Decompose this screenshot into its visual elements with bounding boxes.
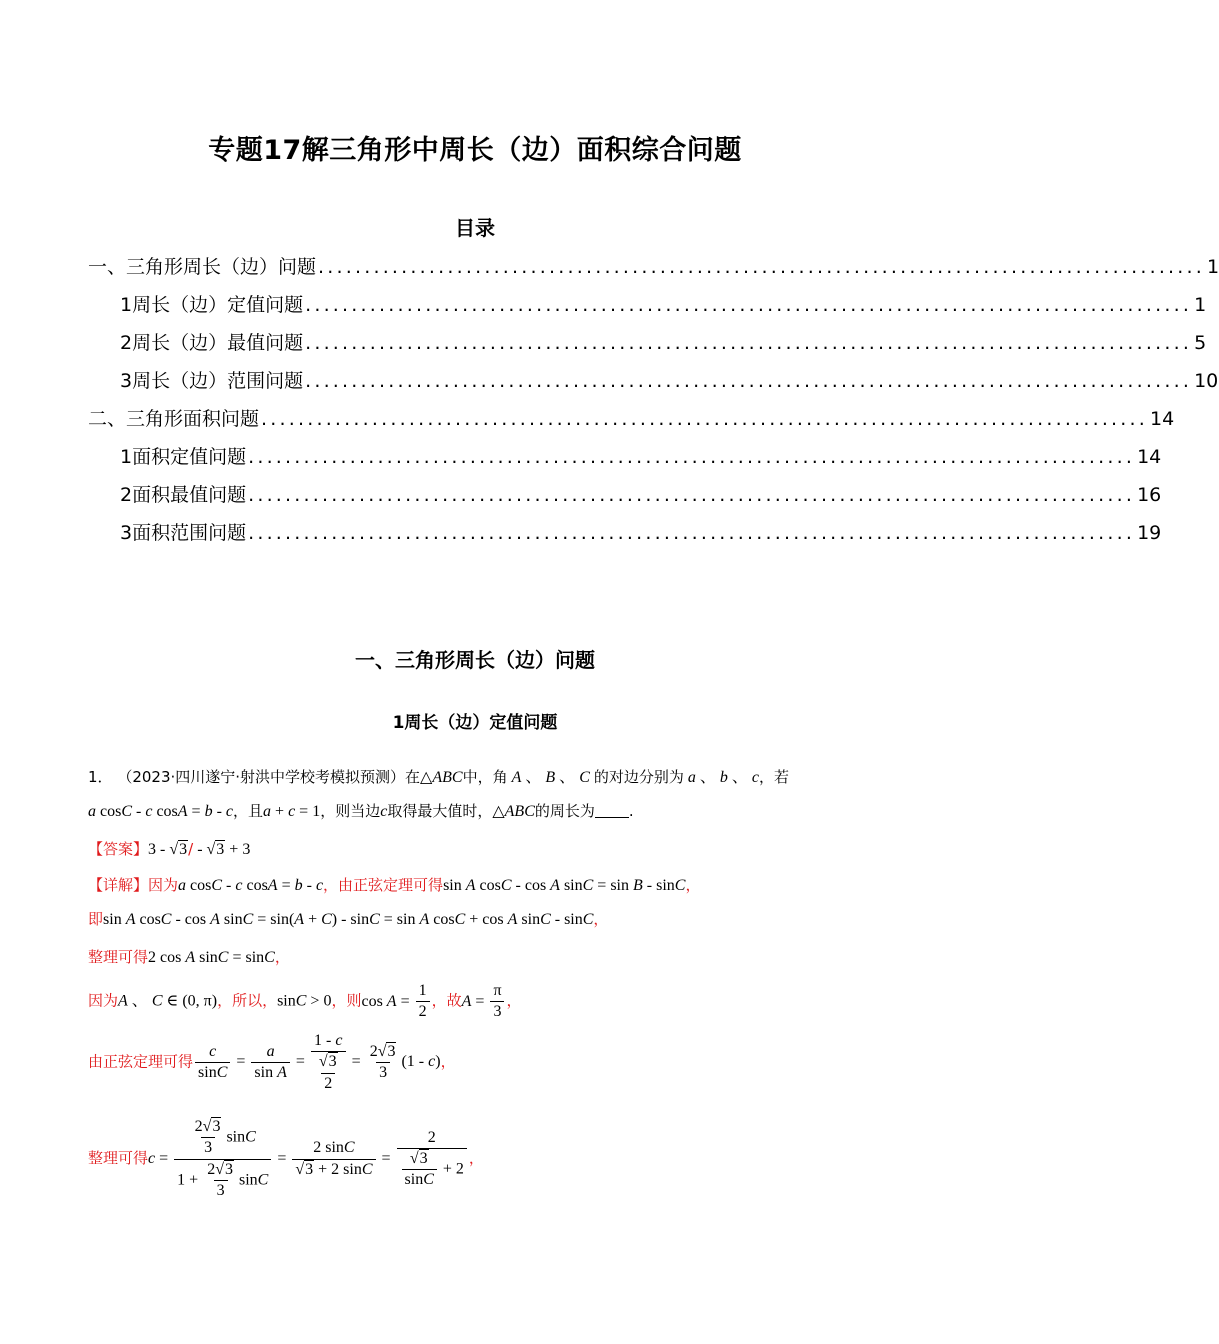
toc-item-page: 14 <box>1137 446 1162 468</box>
toc-item-label: 一、三角形周长（边）问题 <box>88 256 317 278</box>
toc-item-page: 14 <box>1150 408 1175 430</box>
math-expr: sin A cosC - cos A sinC = sin B - sinC <box>443 877 686 894</box>
toc-leader-dots: ................................................................................................ <box>305 332 1193 354</box>
toc-item[interactable] <box>120 366 1219 394</box>
toc-item[interactable] <box>120 518 1162 546</box>
solution-line-2: 即sin A cosC - cos A sinC = sin(A + C) - sinC = sin A cosC + cos A sinC - sinC， <box>88 910 609 928</box>
math-expr: $\frac{c}{\sin C}$ = $\frac{a}{\text{sin A}}$ = $\frac{1 - c}{\frac{√3}{2}}$ = $\frac{2√3}{3}$ (1 - c) <box>193 1053 441 1070</box>
answer-separator: / <box>188 840 194 858</box>
math-expr: A = $\frac{\pi}{3}$ <box>462 993 507 1010</box>
toc-item[interactable] <box>120 442 1162 470</box>
toc-item-page: 10 <box>1194 370 1219 392</box>
math-condition-2: a + c = 1 <box>263 803 321 820</box>
answer-label: 【答案】 <box>88 840 149 858</box>
problem-text: 的对边分别为 <box>593 768 684 786</box>
solution-text: ，所以， <box>217 991 278 1010</box>
math-expr: a cosC - c cosA = b - c <box>178 877 324 894</box>
section-heading: 一、三角形周长（边）问题 <box>355 648 595 672</box>
problem-line-1 <box>88 764 789 787</box>
toc-leader-dots: ................................................................................................ <box>261 408 1149 430</box>
solution-text: ，则 <box>331 991 362 1010</box>
problem-line-2: a cosC - c cosA = b - c，且a + c = 1，则当边c取得最大值时，△ABC的周长为 . <box>88 802 634 820</box>
toc-item-label: 1面积定值问题 <box>120 446 247 468</box>
problem-text: ，且 <box>233 802 264 820</box>
toc-item-label: 二、三角形面积问题 <box>88 408 260 430</box>
math-sides: a 、 b 、 c <box>687 769 760 786</box>
solution-line-4: 因为A 、 C ∈ (0, π)，所以，sinC > 0，则cos A = $\frac{1}{2}$ ，故A = $\frac{\pi}{3}$ ， <box>88 982 522 1021</box>
toc-item[interactable] <box>88 252 1219 280</box>
solution-line-6: 整理可得c = $\frac{2√3}{3}$ sinC 1 + $\frac{2√3}{3}$ sinC = $\frac{2 \sin C}{√3 + 2 \sin C}$ = 2 $\frac{√3}{\sin C}$ + 2 ， <box>88 1118 484 1200</box>
toc-leader-dots: ................................................................................................ <box>248 446 1136 468</box>
toc-leader-dots: ................................................................................................ <box>248 522 1136 544</box>
math-expr: cos A = $\frac{1}{2}$ <box>361 993 431 1010</box>
solution-text: 整理可得 <box>88 1148 149 1167</box>
toc-item[interactable] <box>120 328 1207 356</box>
toc-item-page: 1 <box>1207 256 1219 278</box>
answer-line <box>88 838 250 859</box>
toc-item-page: 5 <box>1194 332 1207 354</box>
solution-text: 即 <box>88 910 104 928</box>
problem-source: （2023·四川遂宁·射洪中学校考模拟预测）在 <box>117 768 421 786</box>
math-angles: A 、 B 、 C <box>511 769 590 786</box>
toc-leader-dots: ................................................................................................ <box>305 370 1193 392</box>
answer-blank[interactable] <box>595 803 629 818</box>
solution-line-5: 由正弦定理可得 $\frac{c}{\sin C}$ = $\frac{a}{\text{sin A}}$ = $\frac{1 - c}{\frac{√3}{2}}$ = $\frac{2√3}{3}$ (1 - c)， <box>88 1032 456 1092</box>
math-condition: a cosC - c cosA = b - c <box>88 803 234 820</box>
toc-leader-dots: ................................................................................................ <box>248 484 1136 506</box>
math-expr: 2 cos A sinC = sinC <box>148 949 275 966</box>
toc-item-page: 19 <box>1137 522 1162 544</box>
problem-text: ，若 <box>759 768 790 786</box>
math-expr: c = $\frac{2√3}{3}$ sinC 1 + $\frac{2√3}{3}$ sinC = $\frac{2 \sin C}{√3 + 2 \sin C}$ = 2 $\frac{√3}{\sin C}$ + 2 <box>148 1150 469 1167</box>
toc-leader-dots: ................................................................................................ <box>305 294 1193 316</box>
subsection-heading: 1周长（边）定值问题 <box>392 713 558 733</box>
problem-text: ，则当边 <box>320 802 381 820</box>
answer-value-2: - √3 + 3 <box>193 841 251 858</box>
page-title: 专题17解三角形中周长（边）面积综合问题 <box>208 135 742 166</box>
answer-value-1: 3 - √3 <box>148 841 188 858</box>
toc-item-page: 1 <box>1194 294 1207 316</box>
toc-item[interactable] <box>120 290 1207 318</box>
solution-text: 因为 <box>88 991 119 1010</box>
toc-item-label: 1周长（边）定值问题 <box>120 294 304 316</box>
math-triangle: △ABC <box>420 769 463 786</box>
solution-line-3: 整理可得2 cos A sinC = sinC， <box>88 948 290 966</box>
toc-item-label: 3周长（边）范围问题 <box>120 370 304 392</box>
toc-item[interactable] <box>120 480 1162 508</box>
solution-line-1: 【详解】因为a cosC - c cosA = b - c，由正弦定理可得sin A cosC - cos A sinC = sin B - sinC， <box>88 876 701 894</box>
math-triangle: △ABC <box>492 803 535 820</box>
solution-label: 【详解】 <box>88 876 149 894</box>
toc-item-page: 16 <box>1137 484 1162 506</box>
toc-leader-dots: ................................................................................................ <box>318 256 1206 278</box>
math-expr: sinC > 0 <box>277 992 332 1010</box>
toc-item[interactable] <box>88 404 1175 432</box>
solution-text: ，故 <box>431 991 462 1010</box>
toc-item-label: 2面积最值问题 <box>120 484 247 506</box>
problem-number: 1． <box>88 768 113 786</box>
solution-text: 整理可得 <box>88 948 149 966</box>
solution-text: 因为 <box>148 876 179 894</box>
math-side-c: c <box>380 803 388 820</box>
solution-text: 由正弦定理可得 <box>88 1052 194 1071</box>
problem-text: 的周长为 <box>534 802 595 820</box>
toc-item-label: 3面积范围问题 <box>120 522 247 544</box>
toc-heading: 目录 <box>455 216 495 240</box>
solution-text: ，由正弦定理可得 <box>323 876 444 894</box>
math-expr: A 、 C ∈ (0, π) <box>118 992 218 1010</box>
toc-item-label: 2周长（边）最值问题 <box>120 332 304 354</box>
problem-text: 取得最大值时， <box>387 802 493 820</box>
problem-text: 中，角 <box>462 768 508 786</box>
math-expr: sin A cosC - cos A sinC = sin(A + C) - sinC = sin A cosC + cos A sinC - sinC <box>103 911 594 928</box>
